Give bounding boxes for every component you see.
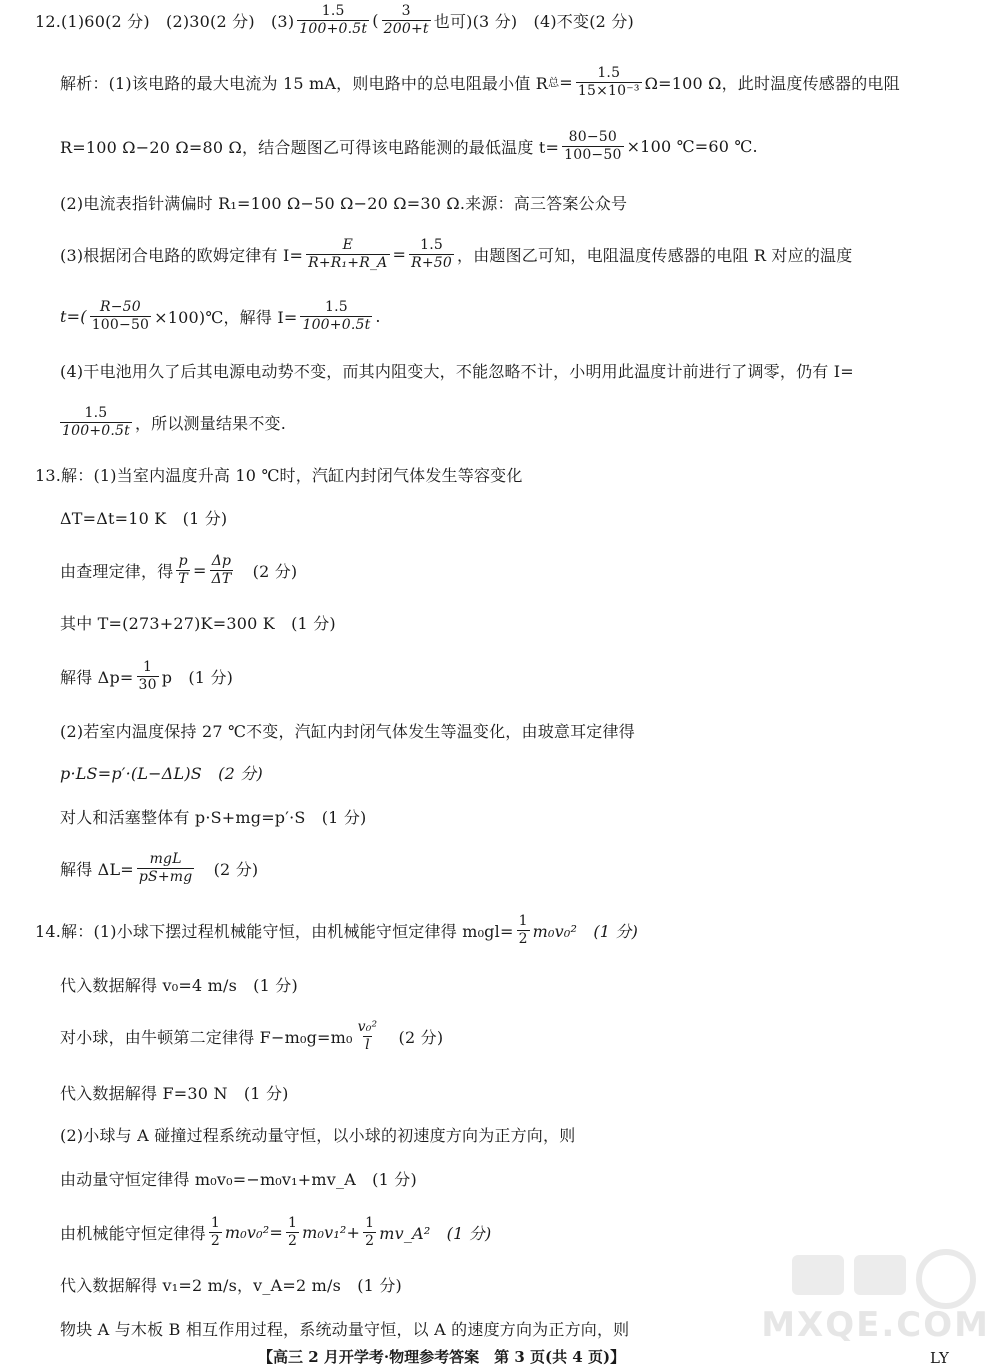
- q12-header-tail: 也可)(3 分) (4)不变(2 分): [433, 11, 634, 31]
- q14-header-post: m₀v₀² (1 分): [532, 921, 639, 941]
- q13-l4-frac-num: 1: [143, 658, 153, 675]
- q14-l6-frac-2-den: 2: [287, 1232, 298, 1249]
- q12-a5-frac-2-num: 1.5: [325, 298, 348, 315]
- q12-frac-a: [297, 3, 369, 38]
- q14-l6-frac-2: [286, 1215, 299, 1250]
- q13-l2-frac-1-den: T: [178, 570, 188, 587]
- q12-a4-frac-1-num: E: [342, 236, 353, 253]
- q12-a2-frac-den: 100−50: [564, 146, 622, 163]
- footer-center: 【高三 2 月开学考·物理参考答案 第 3 页(共 4 页)】: [258, 1348, 626, 1366]
- q12-a7-post: ，所以测量结果不变.: [134, 413, 287, 433]
- q14-line-3: [0, 1072, 1000, 1112]
- q13-line-8: [0, 848, 1000, 888]
- q13-line-1: [0, 497, 1000, 537]
- footer-right: LY: [930, 1349, 949, 1367]
- q12-analysis-line-2: [0, 126, 1000, 166]
- q14-l4: (2)小球与 A 碰撞过程系统动量守恒，以小球的初速度方向为正方向，则: [60, 1125, 576, 1145]
- q12-analysis-line-4: [0, 234, 1000, 274]
- q13-line-7: [0, 796, 1000, 836]
- q14-l6-m2: m₀v₁²+: [302, 1222, 361, 1242]
- q12-a4-post: ，由题图乙可知，电阻温度传感器的电阻 R 对应的温度: [457, 245, 853, 265]
- q14-l7: 代入数据解得 v₁=2 m/s，v_A=2 m/s (1 分): [60, 1275, 402, 1295]
- q12-a5-frac-2-den: 100+0.5t: [302, 316, 371, 333]
- q13-l8-post: (2 分): [197, 859, 259, 879]
- q13-l8-frac-num: mgL: [149, 850, 182, 867]
- q14-l6-post: mv_A² (1 分): [379, 1223, 492, 1243]
- q13-l4-pre: 解得 Δp=: [60, 667, 134, 687]
- q12-analysis-line-6: [0, 350, 1000, 390]
- q14-header-pre: 14.解：(1)小球下摆过程机械能守恒，由机械能守恒定律得 m₀gl=: [35, 921, 514, 941]
- q12-frac-b-num: 3: [401, 2, 411, 19]
- q12-a7-frac-num: 1.5: [84, 404, 108, 421]
- q14-header-frac-num: 1: [518, 912, 528, 929]
- q12-a4-frac-1: [306, 237, 389, 272]
- q12-a4-frac-2: [409, 237, 454, 272]
- q13-l2-eq: =: [192, 560, 207, 580]
- q13-l1: ΔT=Δt=10 K (1 分): [60, 508, 228, 528]
- q12-a1-frac: [576, 65, 642, 100]
- watermark-block-1: [792, 1255, 844, 1295]
- q14-l3: 代入数据解得 F=30 N (1 分): [60, 1083, 289, 1103]
- q13-l5: (2)若室内温度保持 27 ℃不变，汽缸内封闭气体发生等温变化，由玻意耳定律得: [60, 721, 635, 741]
- q12-a1-sub: 总: [548, 76, 560, 89]
- q12-a7-frac: [60, 405, 132, 440]
- q13-l8-frac: [137, 851, 195, 886]
- q12-a1-frac-num: 1.5: [597, 64, 621, 81]
- q13-line-5: [0, 710, 1000, 750]
- q14-l2-post: (2 分): [382, 1027, 444, 1047]
- q13-l8-pre: 解得 ΔL=: [60, 859, 134, 879]
- q14-l6-pre: 由机械能守恒定律得: [60, 1223, 206, 1243]
- q12-frac-a-num: 1.5: [321, 2, 345, 19]
- q14-l1: 代入数据解得 v₀=4 m/s (1 分): [60, 975, 298, 995]
- watermark-ring: [916, 1249, 976, 1309]
- q12-a2-post: ×100 ℃=60 ℃.: [626, 136, 758, 156]
- q13-l2-pre: 由查理定律，得: [60, 561, 174, 581]
- q14-l6-m1: m₀v₀²=: [224, 1222, 283, 1242]
- watermark-logo: [734, 1249, 994, 1345]
- q13-line-4: [0, 656, 1000, 696]
- q12-a2-frac-num: 80−50: [568, 128, 618, 145]
- q12-a5-frac: [90, 299, 151, 334]
- q12-analysis-line-3: [0, 182, 1000, 222]
- q14-l2-frac-num: v₀²: [357, 1018, 378, 1035]
- q14-l6-frac-3-den: 2: [365, 1232, 375, 1249]
- q12-header: [0, 0, 1000, 40]
- q14-l6-frac-1-den: 2: [210, 1232, 220, 1249]
- q14-line-5: [0, 1158, 1000, 1198]
- q12-a4-frac-2-num: 1.5: [420, 236, 443, 253]
- q12-paren: (: [372, 10, 379, 30]
- q14-l2-frac-den: l: [365, 1036, 370, 1053]
- q13-l3: 其中 T=(273+27)K=300 K (1 分): [60, 613, 336, 633]
- q12-a6: (4)干电池用久了后其电源电动势不变，而其内阻变大，不能忽略不计，小明用此温度计前进行了调零，仍有 I=: [60, 361, 854, 381]
- q14-l6-frac-3: [363, 1215, 376, 1250]
- q14-header-frac-den: 2: [518, 930, 528, 947]
- q13-l2-frac-2-den: ΔT: [211, 570, 232, 587]
- q13-l7: 对人和活塞整体有 p·S+mg=p′·S (1 分): [60, 807, 367, 827]
- q13-l2-post: (2 分): [236, 561, 298, 581]
- q12-frac-b-den: 200+t: [383, 20, 429, 37]
- q14-l5: 由动量守恒定律得 m₀v₀=−m₀v₁+mv_A (1 分): [60, 1169, 417, 1189]
- q14-l6-frac-1-num: 1: [210, 1214, 220, 1231]
- q12-a7-frac-den: 100+0.5t: [62, 422, 130, 439]
- q12-analysis-line-7: [0, 402, 1000, 442]
- q12-a4-frac-2-den: R+50: [411, 254, 452, 271]
- q12-a3: (2)电流表指针满偏时 R₁=100 Ω−50 Ω−20 Ω=30 Ω.来源：高三答案公众号: [60, 193, 628, 213]
- q14-line-4: [0, 1114, 1000, 1154]
- q12-a1-eq: =: [559, 72, 573, 92]
- q13-l2-frac-2-num: Δp: [211, 552, 232, 569]
- q13-l8-frac-den: pS+mg: [138, 868, 193, 885]
- q14-l6-frac-3-num: 1: [365, 1214, 375, 1231]
- q13-l2-frac-1: [176, 553, 190, 588]
- q14-line-2: [0, 1016, 1000, 1056]
- q12-frac-b: [382, 3, 431, 38]
- q13-header: [0, 454, 1000, 494]
- q12-a1-pre: 解析：(1)该电路的最大电流为 15 mA，则电路中的总电阻最小值 R: [60, 73, 549, 93]
- q12-a2-pre: R=100 Ω−20 Ω=80 Ω，结合题图乙可得该电路能测的最低温度 t=: [60, 137, 560, 157]
- q14-header: [0, 910, 1000, 950]
- q13-line-6: [0, 752, 1000, 792]
- q12-a4-frac-1-den: R+R₁+R_A: [308, 254, 388, 271]
- q12-a2-frac: [562, 129, 623, 164]
- q14-l8: 物块 A 与木板 B 相互作用过程，系统动量守恒，以 A 的速度方向为正方向，则: [60, 1319, 630, 1339]
- q13-line-3: [0, 602, 1000, 642]
- q14-l6-frac-2-num: 1: [287, 1214, 298, 1231]
- q12-frac-a-den: 100+0.5t: [299, 20, 368, 37]
- q12-a1-frac-den: 15×10⁻³: [577, 82, 640, 99]
- q13-l4-frac: [137, 659, 159, 694]
- q13-l2-frac-1-num: p: [178, 552, 188, 569]
- q13-l2-frac-2: [210, 553, 234, 588]
- q14-l2-pre: 对小球，由牛顿第二定律得 F−m₀g=m₀: [60, 1027, 353, 1047]
- q14-l2-frac: [356, 1019, 380, 1054]
- q12-analysis-line-5: [0, 296, 1000, 336]
- q12-a4-eq: =: [392, 244, 407, 264]
- watermark-text: MXQE.COM: [761, 1305, 990, 1345]
- q12-a5-post: .: [375, 306, 381, 326]
- q13-line-2: [0, 550, 1000, 590]
- q12-a5-mid: ×100)℃，解得 I=: [154, 307, 298, 327]
- q12-a5-pre: t=(: [60, 306, 87, 326]
- page-footer: [0, 1348, 1000, 1367]
- q13-l4-frac-den: 30: [138, 676, 157, 693]
- q14-l6-frac-1: [209, 1215, 222, 1250]
- q13-header-text: 13.解：(1)当室内温度升高 10 ℃时，汽缸内封闭气体发生等容变化: [35, 465, 523, 485]
- q14-line-1: [0, 964, 1000, 1004]
- q12-a5-frac-den: 100−50: [91, 316, 150, 333]
- q13-l6: p·LS=p′·(L−ΔL)S (2 分): [60, 763, 263, 783]
- q14-header-frac: [517, 913, 530, 948]
- q12-a4-pre: (3)根据闭合电路的欧姆定律有 I=: [60, 245, 304, 265]
- q12-a5-frac-2: [300, 299, 372, 334]
- q14-line-6: [0, 1212, 1000, 1252]
- q12-a5-frac-num: R−50: [99, 298, 141, 315]
- watermark-block-2: [854, 1255, 906, 1295]
- q12-a1-post: Ω=100 Ω，此时温度传感器的电阻: [644, 73, 900, 93]
- q13-l4-post: p (1 分): [161, 667, 234, 687]
- q12-header-text: 12.(1)60(2 分) (2)30(2 分) (3): [35, 11, 295, 31]
- q12-analysis-line-1: [0, 62, 1000, 102]
